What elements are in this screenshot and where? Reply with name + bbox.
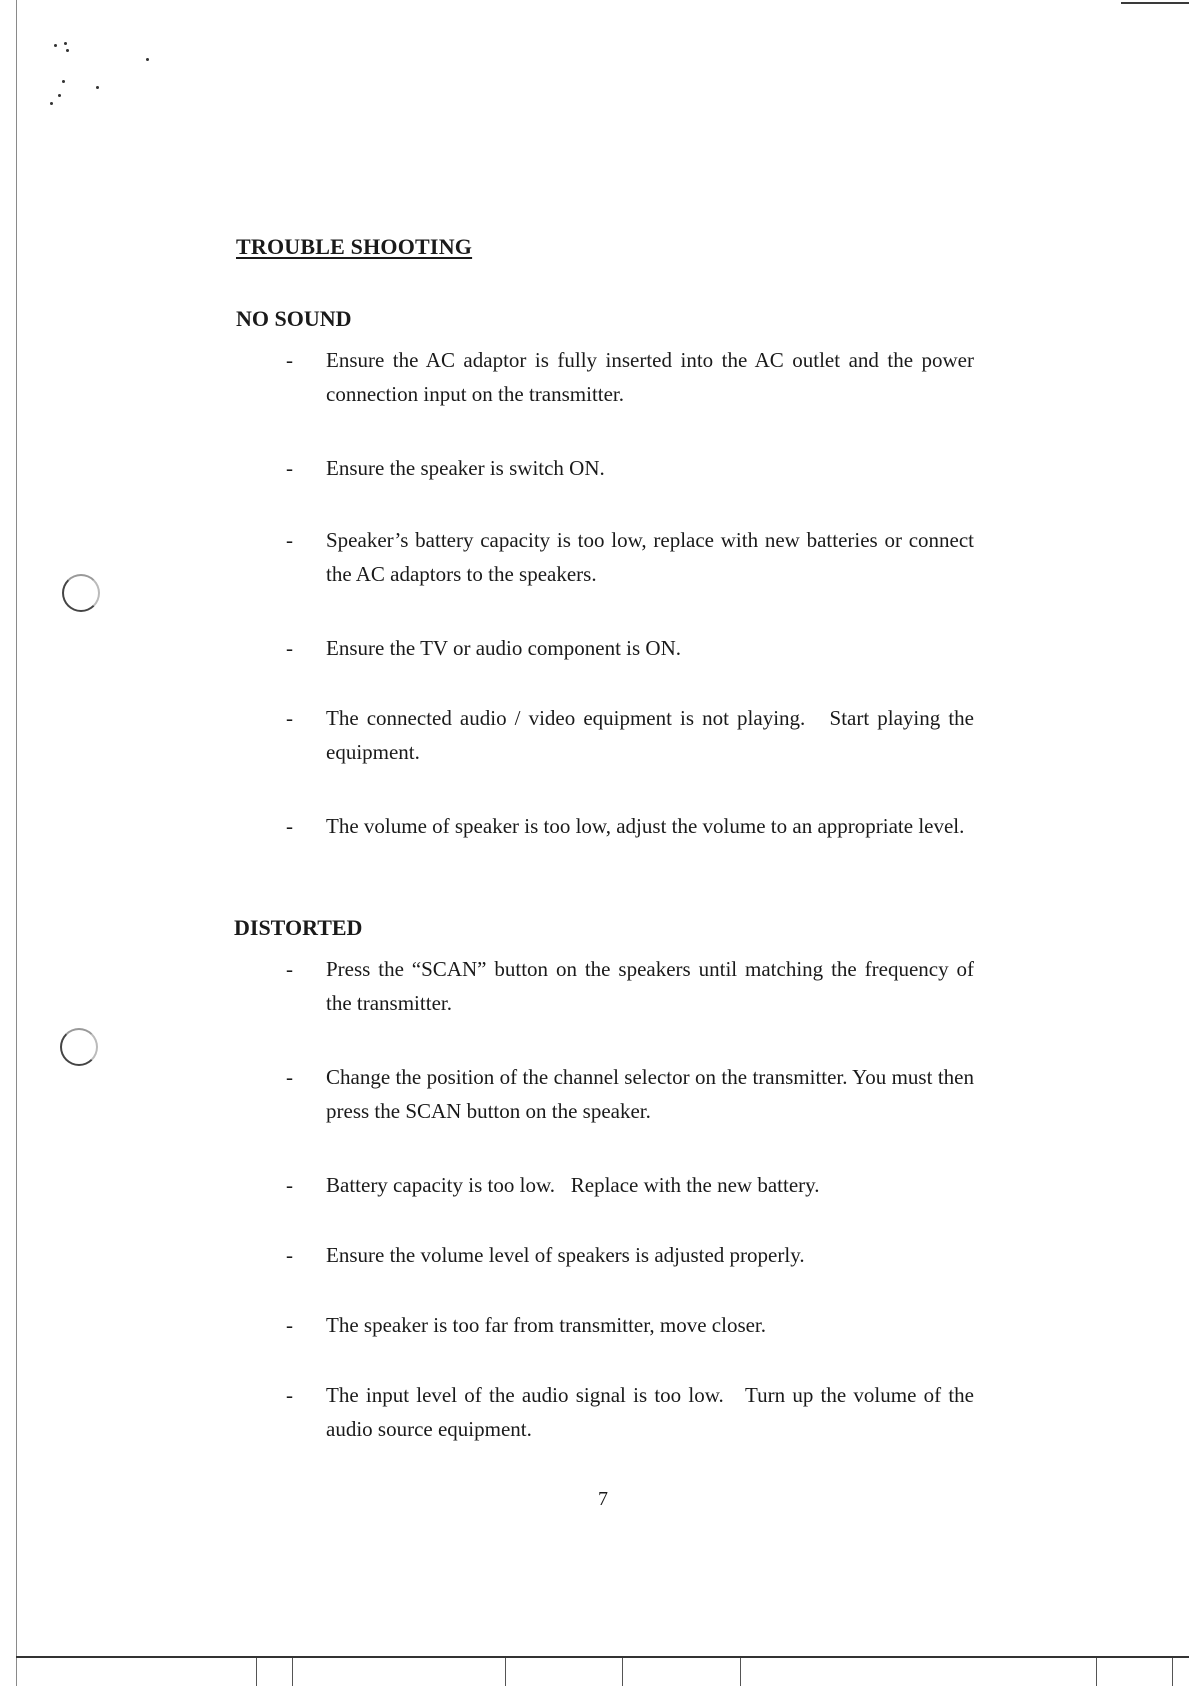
bullet-dash: - <box>286 1173 293 1197</box>
bullet-dash: - <box>286 957 293 981</box>
list-item-text: Battery capacity is too low. Replace with the new battery. <box>326 1173 820 1197</box>
list-item <box>286 1060 974 1128</box>
bullet-dash: - <box>286 1313 293 1337</box>
section-heading-distorted: DISTORTED <box>234 915 363 940</box>
list-item <box>286 809 974 843</box>
bullet-dash: - <box>286 1243 293 1267</box>
list-item <box>286 451 974 485</box>
bottom-tick <box>256 1658 257 1686</box>
list-item <box>286 523 974 591</box>
bottom-tick <box>740 1658 741 1686</box>
bullet-dash: - <box>286 706 293 730</box>
scan-speck <box>58 94 61 97</box>
bullet-dash: - <box>286 1383 293 1407</box>
list-item-text: Speaker’s battery capacity is too low, replace with new batteries or connect the AC adaptors to the speakers. <box>326 528 974 586</box>
bullet-dash: - <box>286 348 293 372</box>
list-item <box>286 1168 974 1202</box>
bullet-dash: - <box>286 456 293 480</box>
punch-hole <box>62 574 100 612</box>
punch-hole <box>60 1028 98 1066</box>
list-item <box>286 952 974 1020</box>
top-right-rule <box>1121 2 1189 4</box>
bullet-dash: - <box>286 814 293 838</box>
list-item-text: The input level of the audio signal is too low. Turn up the volume of the audio source equipment. <box>326 1383 980 1441</box>
list-item-text: Ensure the volume level of speakers is adjusted properly. <box>326 1243 805 1267</box>
page-edge-line <box>16 0 17 1686</box>
list-item <box>286 1308 974 1342</box>
list-item-text: Change the position of the channel selector on the transmitter. You must then press the SCAN button on the speaker. <box>326 1065 974 1123</box>
bottom-rule <box>16 1656 1189 1658</box>
list-item <box>286 1238 974 1272</box>
page-title: TROUBLE SHOOTING <box>236 234 473 259</box>
list-item-text: Ensure the speaker is switch ON. <box>326 456 605 480</box>
list-item-text: Ensure the AC adaptor is fully inserted into the AC outlet and the power connection input on the transmitter. <box>326 348 974 406</box>
bullet-dash: - <box>286 528 293 552</box>
bullet-dash: - <box>286 636 293 660</box>
list-item-text: Press the “SCAN” button on the speakers until matching the frequency of the transmitter. <box>326 957 974 1015</box>
list-item-text: The speaker is too far from transmitter, move closer. <box>326 1313 767 1337</box>
scan-speck <box>146 58 149 61</box>
bottom-tick <box>292 1658 293 1686</box>
list-item-text: The volume of speaker is too low, adjust the volume to an appropriate level. <box>326 814 965 838</box>
scan-speck <box>54 44 57 47</box>
list-item <box>286 631 974 665</box>
bottom-tick <box>505 1658 506 1686</box>
list-item <box>286 343 974 411</box>
scan-speck <box>50 102 53 105</box>
bottom-tick <box>1096 1658 1097 1686</box>
bullet-dash: - <box>286 1065 293 1089</box>
scan-speck <box>96 86 99 89</box>
list-item-text: Ensure the TV or audio component is ON. <box>326 636 682 660</box>
section-heading-no-sound: NO SOUND <box>236 306 352 331</box>
scan-speck <box>64 42 67 45</box>
scan-speck <box>62 80 65 83</box>
bottom-tick <box>622 1658 623 1686</box>
bottom-tick <box>1172 1658 1173 1686</box>
scan-speck <box>66 49 69 52</box>
page-number: 7 <box>598 1488 608 1510</box>
list-item <box>286 1378 980 1446</box>
list-item <box>286 701 980 769</box>
list-item-text: The connected audio / video equipment is not playing. Start playing the equipment. <box>326 706 980 764</box>
